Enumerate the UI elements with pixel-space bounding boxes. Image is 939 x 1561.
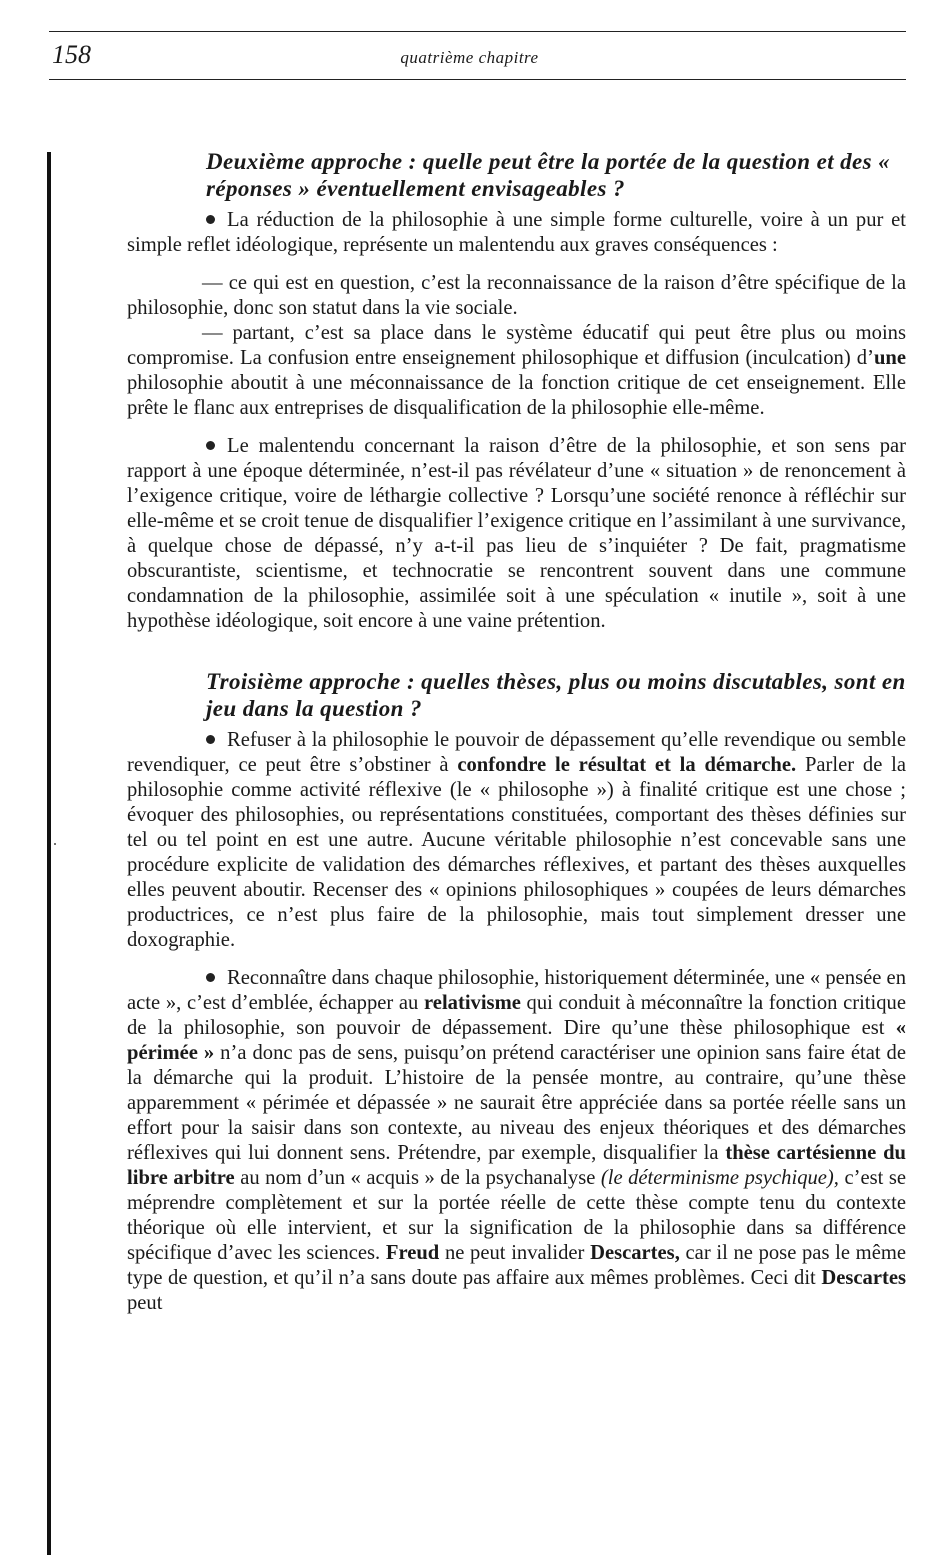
running-title: quatrième chapitre (400, 48, 539, 67)
page-body (127, 148, 906, 1329)
emphasis: une (873, 347, 906, 369)
paragraph-text: Le malentendu concernant la raison d’être de la philosophie, et son sens par rapport à une époque déterminée, n’est-il pas révélateur d’une « situation » de renoncement à l’exigence critique, voire de léthargie collective ? Lorsqu’une société renonce à réfléchir sur elle-même et se croit tenue de disqualifier l’exigence critique en l’assimilant à une survivance, à quelque chose de dépassé, n’y a-t-il pas lieu de s’inquiéter ? De fait, pragmatisme obscurantiste, scientisme, et technocratie se rencontrent souvent dans une commune condamnation de la philosophie, assimilée soit à une spéculation « inutile », soit à une hypothèse idéologique, soit encore à une vaine prétention. (127, 435, 906, 632)
margin-bar (47, 152, 51, 1555)
emphasis: Descartes, (590, 1242, 680, 1264)
emphasis: confondre le résultat et la démarche. (457, 754, 797, 776)
emphasis: Freud (385, 1242, 440, 1264)
top-rule (49, 31, 906, 32)
paragraph (127, 208, 906, 258)
paragraph-text: n’a donc pas de sens, puisqu’on prétend caractériser une opinion sans faire état de la démarche qui la produit. L’histoire de la pensée montre, au contraire, qu’une thèse apparemment « périmée et dépassée » ne saurait être appréciée dans sa portée réelle sans un effort pour la saisir dans son contexte, au niveau des enjeux théoriques et des démarches réflexives qui lui donnent sens. Prétendre, par exemple, disqualifier la (127, 1042, 906, 1164)
margin-dot (54, 843, 56, 845)
paragraph-text: La réduction de la philosophie à une simple forme culturelle, voire à un pur et simple reflet idéologique, représente un malentendu aux graves conséquences : (127, 209, 906, 256)
header-rule (49, 79, 906, 80)
section-heading-second-approach: Deuxième approche : quelle peut être la portée de la question et des « réponses » éventuellement envisageables ? (206, 149, 891, 201)
paragraph (127, 966, 906, 1316)
paragraph-text: — partant, c’est sa place dans le système éducatif qui peut être plus ou moins compromise. La confusion entre enseignement philosophique et diffusion (inculcation) d’ (127, 322, 906, 369)
bullet-icon (206, 735, 215, 744)
section-heading-third-approach: Troisième approche : quelles thèses, plus ou moins discutables, sont en jeu dans la question ? (206, 669, 906, 721)
dash-item (127, 321, 906, 421)
paragraph (127, 728, 906, 953)
paragraph-text: qui conduit à méconnaître la fonction critique de la philosophie, son pouvoir de dépassement. Dire qu’une thèse philosophique est (127, 992, 906, 1039)
bullet-icon (206, 215, 215, 224)
paragraph-text: car il ne pose pas le même type de question, et qu’il n’a sans doute pas affaire aux mêmes problèmes. Ceci dit (127, 1242, 907, 1289)
paragraph-text: au nom d’un « acquis » de la psychanalyse (234, 1167, 601, 1189)
paragraph (127, 434, 906, 634)
paragraph-text: peut (127, 1292, 163, 1314)
paragraph-text: ne peut invalider (439, 1242, 591, 1264)
emphasis: thèse cartésienne du libre arbitre (127, 1142, 907, 1189)
paragraph-text: philosophie aboutit à une méconnaissance de la fonction critique de cet enseignement. Elle prête le flanc aux entreprises de disqualification de la philosophie elle-même. (127, 372, 906, 419)
dash-item: — ce qui est en question, c’est la reconnaissance de la raison d’être spécifique de la philosophie, donc son statut dans la vie sociale. (127, 272, 906, 319)
paragraph-text: Refuser à la philosophie le pouvoir de dépassement qu’elle revendique ou semble revendiquer, ce peut être s’obstiner à (127, 729, 906, 776)
emphasis: Descartes (821, 1267, 906, 1289)
paragraph-text: Reconnaître dans chaque philosophie, historiquement déterminée, une « pensée en acte », c’est d’emblée, échapper au (127, 967, 906, 1014)
paragraph-text: Parler de la philosophie comme activité réflexive (le « philosophe ») à finalité critique est une chose ; évoquer des philosophies, ou représentations constituées, comportant des thèses définies sur tel ou tel point en est une autre. Aucune véritable philosophie n’est concevable sans une procédure explicite de validation des démarches réflexives, et partant des thèses auxquelles elles peuvent aboutir. Recenser des « opinions philosophiques » coupées de leurs démarches productrices, ce n’est plus faire de la philosophie, mais tout simplement dresser une doxographie. (127, 754, 906, 951)
page-number: 158 (52, 40, 91, 69)
bullet-icon (206, 973, 215, 982)
paragraph-text: c’est se méprendre complètement et sur la portée réelle de cette thèse compte tenu du contexte théorique où elle intervient, et sur la signification de la philosophie dans sa différence spécifique d’avec les sciences. (127, 1167, 906, 1264)
bullet-icon (206, 441, 215, 450)
emphasis: relativisme (424, 992, 521, 1014)
emphasis: « périmée » (127, 1017, 906, 1064)
italic-text: (le déterminisme psychique), (600, 1167, 839, 1189)
